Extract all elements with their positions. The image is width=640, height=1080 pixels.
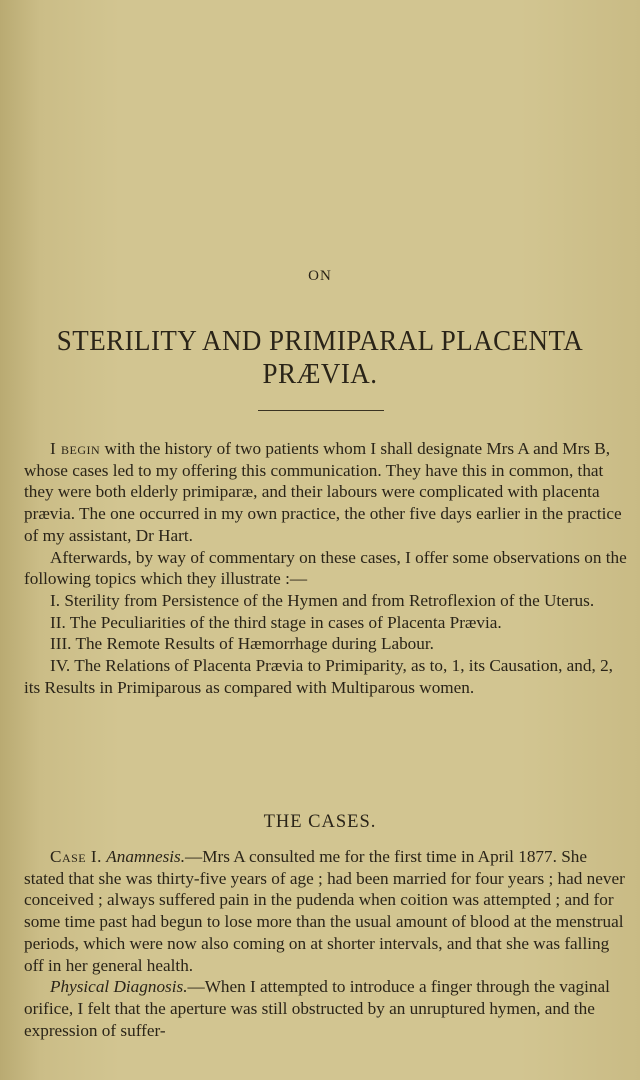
page-title: STERILITY AND PRIMIPARAL PLACENTA PRÆVIA.: [56, 325, 584, 390]
diagnosis-label: Physical Diagnosis.: [50, 977, 188, 997]
case-label: Case I.: [50, 847, 102, 866]
intro-section: [24, 438, 628, 698]
title-rule: [258, 410, 384, 411]
topic-item-4: IV. The Relations of Placenta Prævia to Primiparity, as to, 1, its Causation, and, 2, its Results in Primiparous as compared with Multiparous women.: [24, 656, 613, 697]
intro-paragraph-2: Afterwards, by way of commentary on these cases, I offer some observations on the following topics which they illustrate :—: [24, 547, 627, 589]
title-kicker: ON: [308, 268, 332, 284]
case-1-paragraph: Case I. Anamnesis.—Mrs A consulted me for the first time in April 1877. She stated that she was thirty-five years of age ; had been married for four years ; had never conceived ; always suffered pain in the pudenda when coition was attempted ; and for some time past had begun to lose more than the usual amount of blood at the menstrual periods, which were now also coming on at shorter intervals, and that she was falling off in her general health.: [24, 847, 625, 975]
anamnesis-label: Anamnesis.: [106, 847, 186, 866]
topic-item-2: II. The Peculiarities of the third stage in cases of Placenta Prævia.: [50, 612, 502, 632]
case-section: [24, 846, 628, 1041]
diagnosis-paragraph: Physical Diagnosis.—When I attempted to introduce a finger through the vaginal orifice, I felt that the aperture was still obstructed by an unruptured hymen, and the expression of suffer-: [24, 977, 610, 1040]
topic-item-1: I. Sterility from Persistence of the Hymen and from Retroflexion of the Uterus.: [50, 590, 595, 610]
topic-item-3: III. The Remote Results of Hæmorrhage during Labour.: [50, 634, 434, 654]
section-heading: THE CASES.: [263, 812, 377, 832]
drop-cap-words: I begin: [50, 439, 101, 458]
intro-paragraph-1: I begin with the history of two patients whom I shall designate Mrs A and Mrs B, whose cases led to my offering this communication. They have this in common, that they were both elderly primiparæ, and their labours were complicated with placenta prævia. The one occurred in my own practice, the other five days earlier in the practice of my assistant, Dr Hart.: [24, 439, 622, 545]
